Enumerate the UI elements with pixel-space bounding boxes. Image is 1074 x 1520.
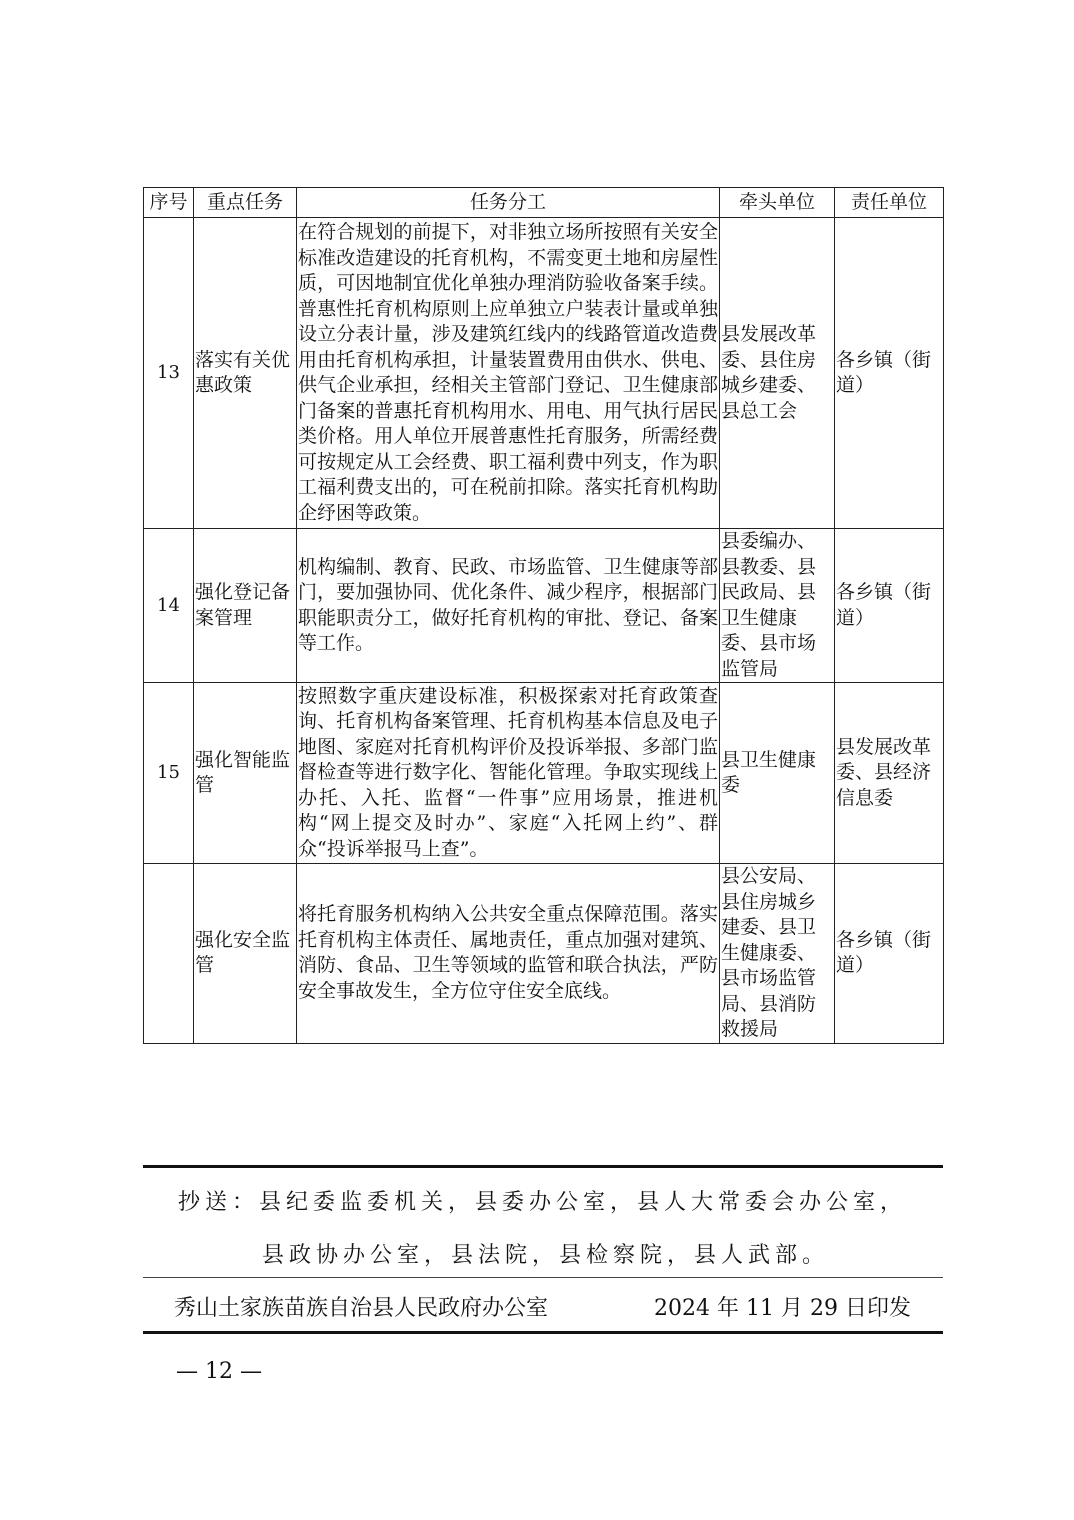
row-responsible-unit: 各乡镇（街道）	[835, 529, 944, 683]
row-task-detail: 在符合规划的前提下，对非独立场所按照有关安全标准改造建设的托育机构，不需变更土地和房屋性质，可因地制宜优化单独办理消防验收备案手续。普惠性托育机构原则上应单独立户装表计量或单独设立分表计量，涉及建筑红线内的线路管道改造费用由托育机构承担，计量装置费用由供水、供电、供气企业承担，经相关主管部门登记、卫生健康部门备案的普惠托育机构用水、用电、用气执行居民类价格。用人单位开展普惠性托育服务，所需经费可按规定从工会经费、职工福利费中列支，作为职工福利费支出的，可在税前扣除。落实托育机构助企纾困等政策。	[297, 218, 720, 529]
row-lead-unit: 县卫生健康委	[720, 683, 835, 864]
footer-top-rule	[143, 1165, 943, 1168]
row-serial-number	[144, 864, 194, 1044]
row-serial-number: 13	[144, 218, 194, 529]
row-key-task: 强化智能监管	[194, 683, 297, 864]
row-responsible-unit: 各乡镇（街道）	[835, 864, 944, 1044]
footer-bottom-rule	[143, 1331, 943, 1334]
row-key-task: 落实有关优惠政策	[194, 218, 297, 529]
table-row	[144, 683, 944, 864]
footer-middle-rule	[143, 1277, 943, 1278]
row-key-task: 强化安全监管	[194, 864, 297, 1044]
table-header-row	[144, 188, 944, 218]
cc-recipients-line-1: 抄送：县纪委监委机关，县委办公室，县人大常委会办公室，	[178, 1190, 908, 1215]
row-responsible-unit: 县发展改革委、县经济信息委	[835, 683, 944, 864]
header-task-division: 任务分工	[297, 188, 720, 218]
row-key-task: 强化登记备案管理	[194, 529, 297, 683]
task-table	[143, 187, 944, 1044]
cc-recipients-line-2: 县政协办公室，县法院，县检察院，县人武部。	[262, 1243, 830, 1268]
header-lead-unit: 牵头单位	[720, 188, 835, 218]
table-row	[144, 218, 944, 529]
row-lead-unit: 县公安局、县住房城乡建委、县卫生健康委、县市场监管局、县消防救援局	[720, 864, 835, 1044]
issuer-office: 秀山土家族苗族自治县人民政府办公室	[174, 1296, 549, 1321]
row-responsible-unit: 各乡镇（街道）	[835, 218, 944, 529]
header-responsible-unit: 责任单位	[835, 188, 944, 218]
row-task-detail: 机构编制、教育、民政、市场监管、卫生健康等部门，要加强协同、优化条件、减少程序，根据部门职能职责分工，做好托育机构的审批、登记、备案等工作。	[297, 529, 720, 683]
row-serial-number: 14	[144, 529, 194, 683]
table-row	[144, 864, 944, 1044]
row-task-detail: 按照数字重庆建设标准，积极探索对托育政策查询、托育机构备案管理、托育机构基本信息及电子地图、家庭对托育机构评价及投诉举报、多部门监督检查等进行数字化、智能化管理。争取实现线上办托、入托、监督“一件事”应用场景，推进机构“网上提交及时办”、家庭“入托网上约”、群众“投诉举报马上查”。	[297, 683, 720, 864]
row-lead-unit: 县委编办、县教委、县民政局、县卫生健康委、县市场监管局	[720, 529, 835, 683]
row-serial-number: 15	[144, 683, 194, 864]
header-key-task: 重点任务	[194, 188, 297, 218]
table-row	[144, 529, 944, 683]
issue-date: 2024 年 11 月 29 日印发	[654, 1296, 911, 1321]
row-task-detail: 将托育服务机构纳入公共安全重点保障范围。落实托育机构主体责任、属地责任，重点加强对建筑、消防、食品、卫生等领域的监管和联合执法，严防安全事故发生，全方位守住安全底线。	[297, 864, 720, 1044]
page-number: — 12 —	[176, 1359, 262, 1384]
row-lead-unit: 县发展改革委、县住房城乡建委、县总工会	[720, 218, 835, 529]
header-serial-number: 序号	[144, 188, 194, 218]
